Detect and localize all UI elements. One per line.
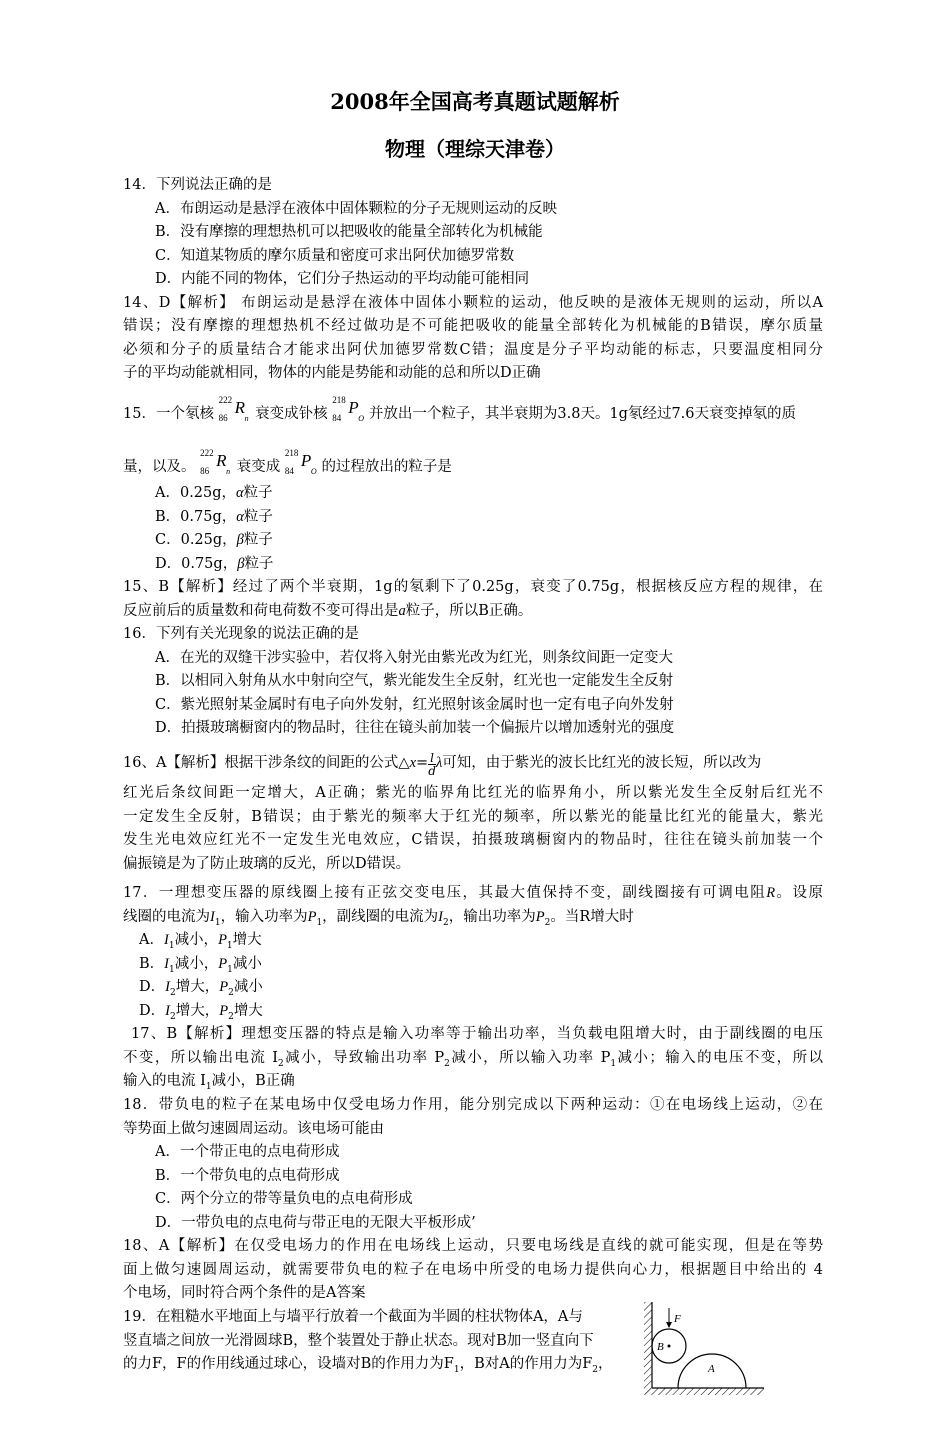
q16-option-a: A．在光的双缝干涉实验中，若仅将入射光由紫光改为红光，则条纹间距一定变大	[155, 649, 673, 666]
q18-option-c: C．两个分立的带等量负电的点电荷形成	[155, 1191, 413, 1207]
question-19	[123, 1306, 623, 1377]
question-15-cont	[123, 448, 823, 479]
question-17	[123, 882, 823, 1094]
q16-answer-line: 16、A【解析】根据干涉条纹的间距的公式△x= $\frac{l}{d}$ λ可知，由于紫光的波长比红光的波长短，所以改为	[123, 751, 762, 778]
q14-option-c: C．知道某物质的摩尔质量和密度可求出阿伏加德罗常数	[155, 247, 515, 264]
radon-nuclide: 222 86 R n	[218, 395, 249, 423]
q18-answer-line: 面上做匀速圆周运动，就需要带负电的粒子在电场中所受的电场力提供向心力，根据题目中给出的 4	[123, 1261, 823, 1278]
question-15-options	[123, 482, 823, 623]
ball-center	[668, 1345, 671, 1348]
label-f: F	[674, 1313, 681, 1325]
q16-option-c: C．紫光照射某金属时有电子向外发射，红光照射该金属时也一定有电子向外发射	[155, 696, 674, 713]
q18-answer-line: 18、A【解析】在仅受电场力的作用在电场线上运动，只要电场线是直线的就可能实现，但是在等势	[123, 1238, 823, 1254]
q18-answer-line: 个电场，同时符合两个条件的是A答案	[123, 1285, 366, 1301]
radon-nuclide: 222 86 R n	[200, 448, 231, 476]
q18-option-a: A．一个带正电的点电荷形成	[155, 1144, 340, 1160]
q15-option-b: B．0.75g，α粒子	[155, 508, 273, 525]
q15-answer-line: 15、B【解析】经过了两个半衰期，1g的氡剩下了0.25g，衰变了0.75g，根据核反应方程的规律，在	[123, 579, 823, 595]
wall-ball-hemisphere-diagram	[640, 1300, 770, 1400]
question-14	[123, 174, 823, 386]
q19-figure	[640, 1300, 770, 1400]
q19-stem: 19．在粗糙水平地面上与墙平行放着一个截面为半圆的柱状物体A，A与	[123, 1309, 583, 1325]
q14-answer-line: 14、D【解析】 布朗运动是悬浮在液体中固体小颗粒的运动，他反映的是液体无规则的运动，所以A	[123, 294, 823, 311]
q19-stem: 竖直墙之间放一光滑圆球B，整个装置处于静止状态。现对B加一竖直向下	[123, 1332, 594, 1349]
q14-option-a: A．布朗运动是悬浮在液体中固体颗粒的分子无规则运动的反映	[155, 200, 557, 217]
label-a: A	[708, 1363, 715, 1375]
polonium-nuclide: 218 84 P O	[332, 395, 365, 423]
q14-stem: 14．下列说法正确的是	[123, 177, 272, 193]
q16-answer-line: 发生光电效应红光不一定发生光电效应，C错误，拍摄玻璃橱窗内的物品时，往往在镜头前加装一个	[123, 832, 823, 848]
q16-answer-line: 红光后条纹间距一定增大，A正确；紫光的临界角比红光的临界角小，所以紫光发生全反射后红光不	[123, 785, 823, 801]
page-subtitle: 物理（理综天津卷）	[385, 137, 565, 161]
page-title: 2008年全国高考真题试题解析	[330, 89, 620, 114]
q16-stem: 16．下列有关光现象的说法正确的是	[123, 626, 359, 642]
q17-answer-line: 17、B【解析】理想变压器的特点是输入功率等于输出功率，当负载电阻增大时，由于副线圈的电压	[131, 1026, 823, 1042]
q16-answer-line: 一定发生全反射，B错误；由于紫光的频率大于红光的频率，所以紫光的能量比红光的能量大，紫光	[123, 808, 823, 825]
question-18	[123, 1094, 823, 1306]
q17-option-d: D．$I_2$增大，$P_2$增大	[139, 1002, 263, 1022]
q15-option-c: C．0.25g，β粒子	[155, 532, 273, 548]
q16-answer-line: 偏振镜是为了防止玻璃的反光，所以D错误。	[123, 855, 411, 872]
q16-answer	[123, 752, 823, 876]
q19-stem: 的力F，F的作用线通过球心，设墙对B的作用力为$F_1$，B对A的作用力为$F_2$，	[123, 1356, 613, 1375]
q14-answer-line: 子的平均动能就相同，物体的内能是势能和动能的总和所以D正确	[123, 365, 541, 381]
q18-stem: 18．带负电的粒子在某电场中仅受电场力作用，能分别完成以下两种运动：①在电场线上运动，②在	[123, 1097, 823, 1113]
fraction-l-over-d: $\frac{l}{d}$	[428, 751, 436, 778]
polonium-nuclide: 218 84 P O	[284, 448, 317, 476]
question-16	[123, 623, 823, 741]
q18-stem: 等势面上做匀速圆周运动。该电场可能由	[123, 1120, 384, 1137]
wall-hatch	[644, 1302, 652, 1394]
q14-option-b: B．没有摩擦的理想热机可以把吸收的能量全部转化为机械能	[155, 224, 543, 240]
q17-answer-line: 输入的电流 $I_1$减小，B正确	[123, 1073, 295, 1092]
q14-answer-line: 错误；没有摩擦的理想热机不经过做功是不可能把吸收的能量全部转化为机械能的B错误，摩尔质量	[123, 318, 823, 334]
question-15	[123, 395, 823, 426]
force-arrow-head	[666, 1322, 672, 1328]
q14-option-d: D．内能不同的物体，它们分子热运动的平均动能可能相同	[155, 271, 530, 287]
q15-option-a: A．0.25g，α粒子	[155, 485, 273, 501]
q16-option-b: B．以相同入射角从水中射向空气，紫光能发生全反射，红光也一定能发生全反射	[155, 673, 674, 689]
q15-option-d: D．0.75g，β粒子	[155, 555, 274, 572]
label-b: B	[657, 1341, 664, 1353]
q16-option-d: D．拍摄玻璃橱窗内的物品时，往往在镜头前加装一个偏振片以增加透射光的强度	[155, 720, 675, 736]
q15-answer-line: 反应前后的质量数和荷电荷数不变可得出是a粒子，所以B正确。	[123, 602, 533, 619]
q18-option-b: B．一个带负电的点电荷形成	[155, 1167, 340, 1184]
q17-option-a: A．$I_1$减小，$P_1$增大	[139, 932, 262, 951]
q17-stem: 17．一理想变压器的原线圈上接有正弦交变电压，其最大值保持不变，副线圈接有可调电阻R。设原	[123, 885, 824, 901]
q17-stem-2: 线圈的电流为$I_1$，输入功率为$P_1$，副线圈的电流为$I_2$，输出功率为$P_2$。当R增大时	[123, 908, 634, 928]
q15-stem: 15．一个氡核 222 86 R n 衰变成钋核 218 84 P O 并放出一个粒子，其半衰期为3.8天。1g氡经过7.6天衰变掉氡的质	[123, 395, 797, 423]
q14-answer-line: 必须和分子的质量结合才能求出阿伏加德罗常数C错；温度是分子平均动能的标志，只要温度相同分	[123, 341, 823, 358]
q18-option-d: D．一带负电的点电荷与带正电的无限大平板形成’	[155, 1214, 476, 1231]
q17-option-c: D．$I_2$增大，$P_2$减小	[139, 979, 263, 998]
q17-option-b: B．$I_1$减小，$P_1$减小	[139, 955, 262, 975]
ground-hatch	[644, 1388, 764, 1395]
q15-stem-2: 量，以及。 222 86 R n 衰变成 218 84 P O 的过程放出的粒子是	[123, 448, 452, 476]
q17-answer-line: 不变，所以输出电流 $I_2$减小，导致输出功率 $P_2$减小，所以输入功率 $P_1$减小；输入的电压不变，所以	[123, 1049, 823, 1069]
